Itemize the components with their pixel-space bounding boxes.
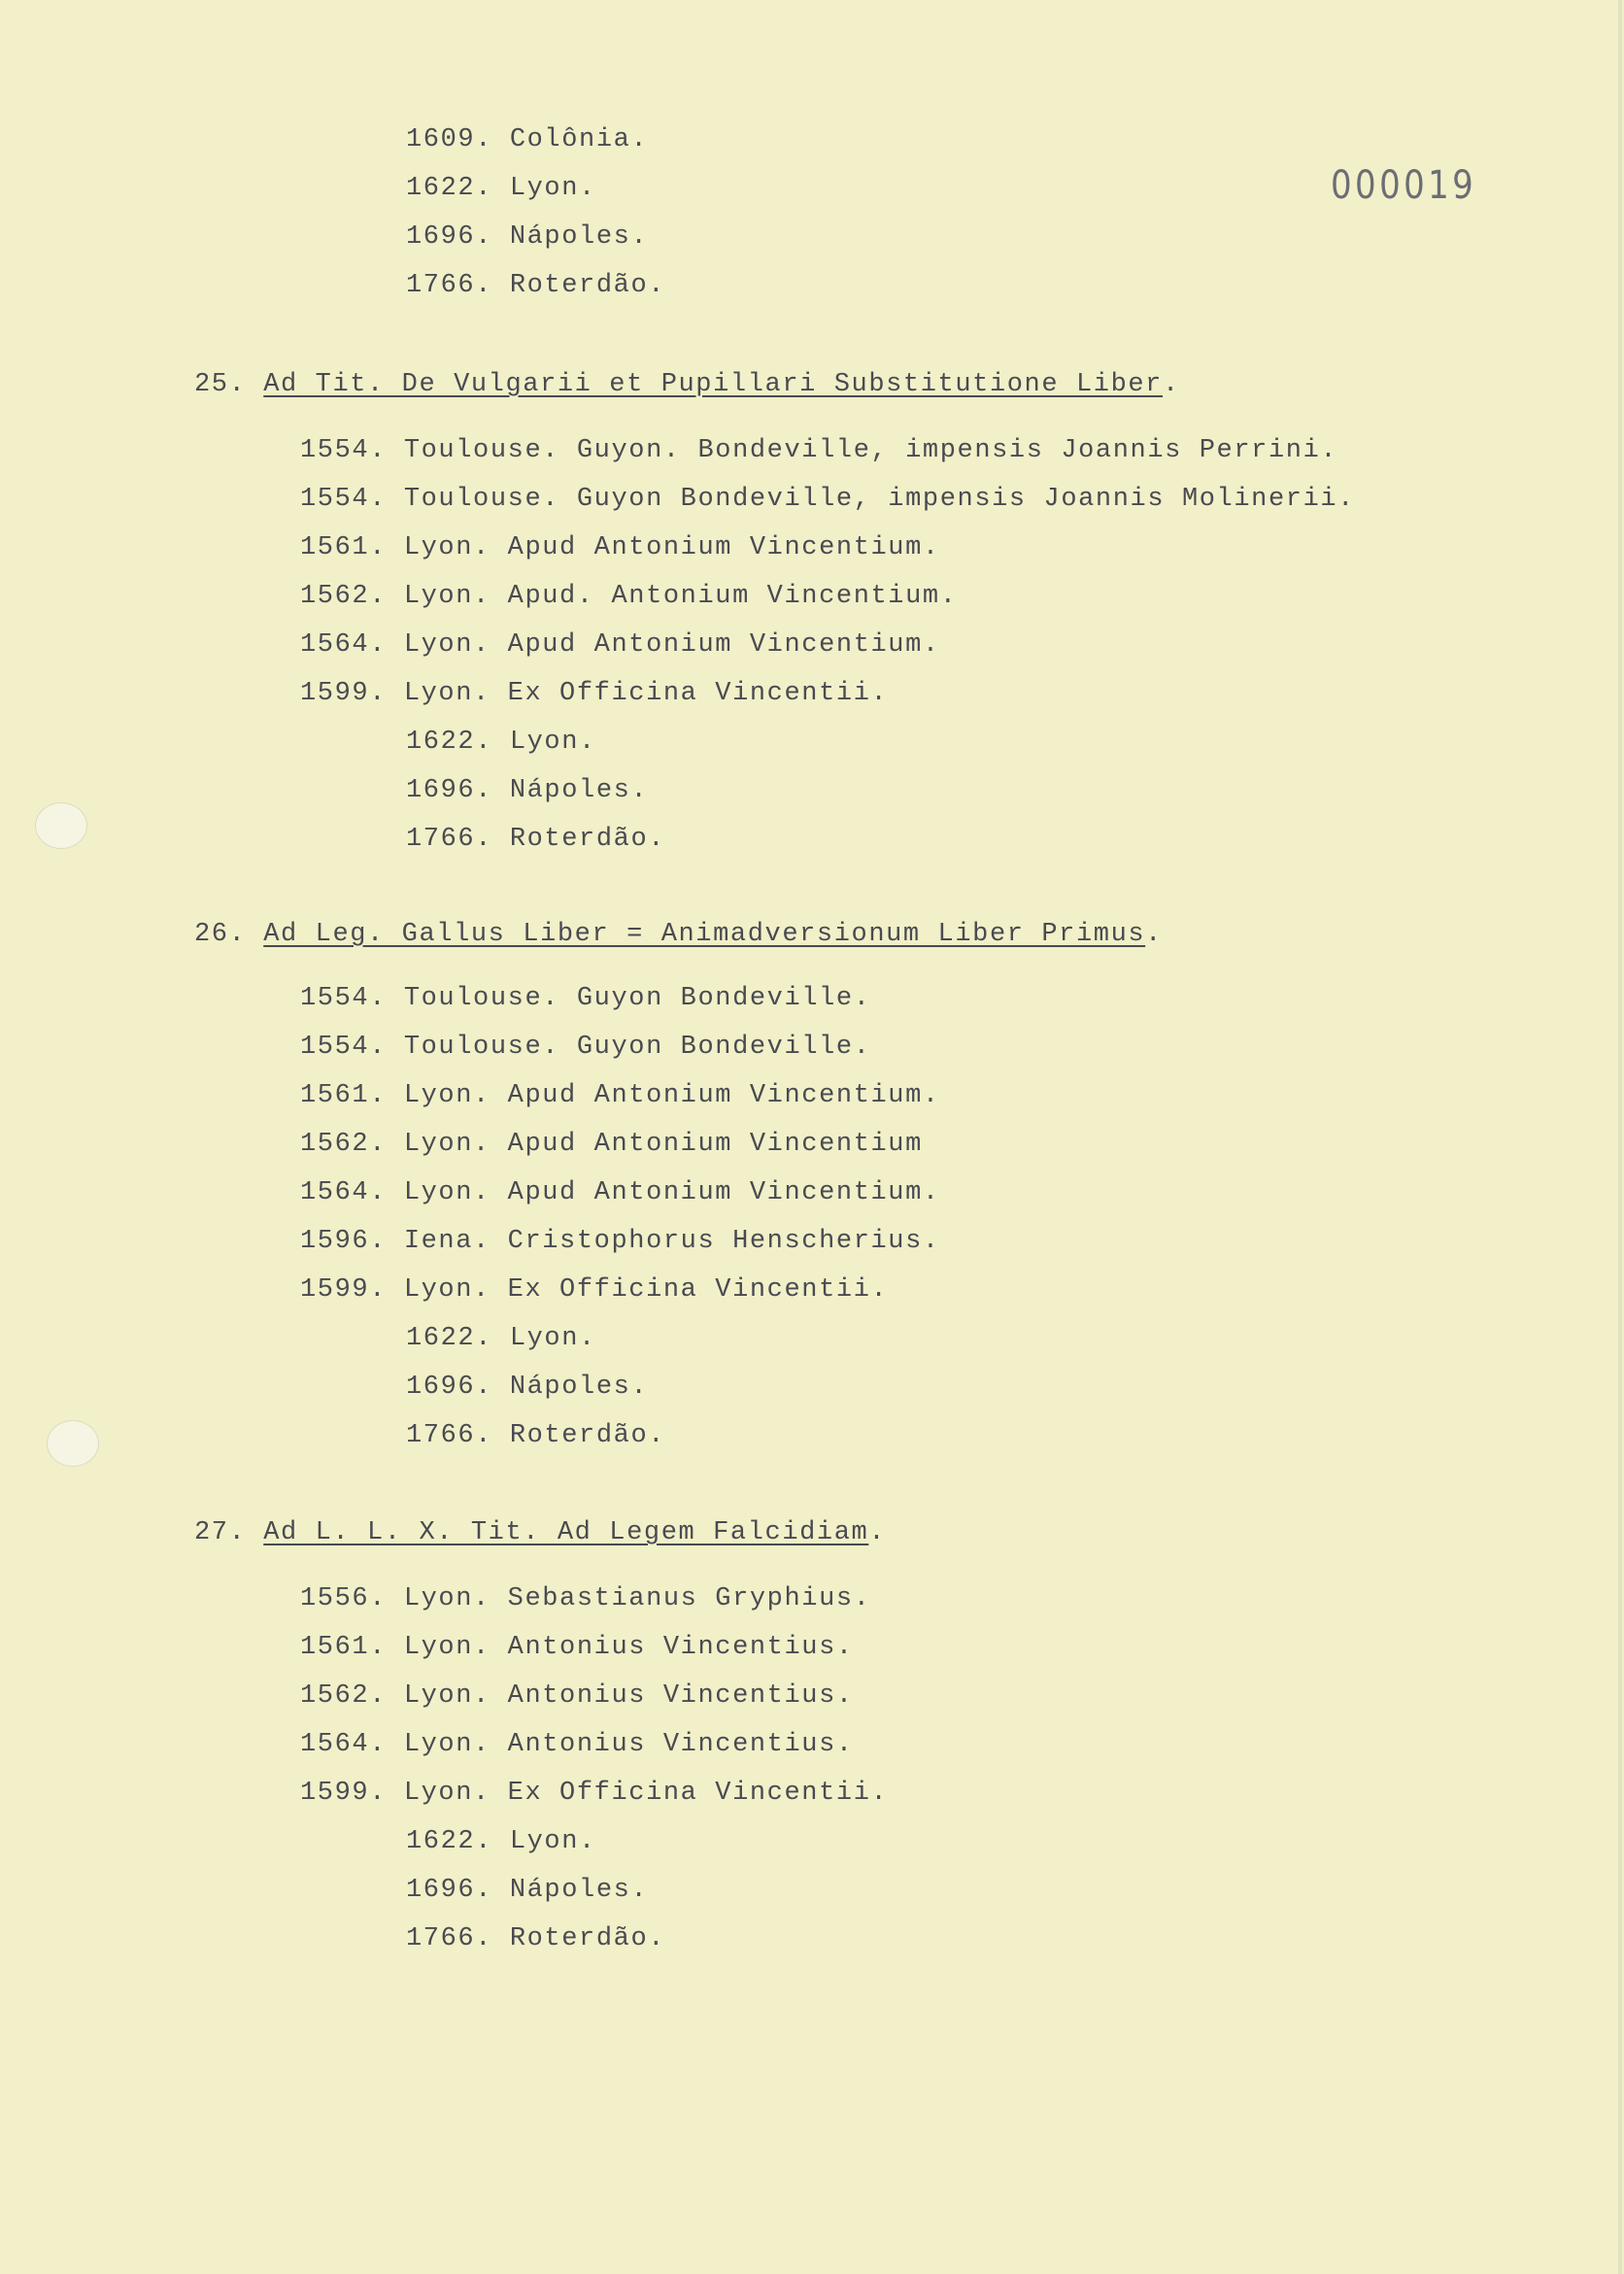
list-item: 1622. Lyon. [406, 1324, 596, 1353]
list-item: 1561. Lyon. Apud Antonium Vincentium. [300, 1081, 940, 1110]
section-number: 26. [194, 920, 247, 949]
list-item: 1562. Lyon. Antonius Vincentius. [300, 1681, 854, 1711]
document-number: 000019 [1331, 163, 1477, 208]
list-item: 1556. Lyon. Sebastianus Gryphius. [300, 1584, 871, 1613]
section-title: Ad Leg. Gallus Liber = Animadversionum Liber Primus [263, 920, 1146, 949]
list-item: 1554. Toulouse. Guyon Bondeville, impensis Joannis Molinerii. [300, 485, 1355, 514]
list-item: 1561. Lyon. Antonius Vincentius. [300, 1633, 854, 1662]
list-item: 1766. Roterdão. [406, 825, 666, 854]
section-heading: 26. Ad Leg. Gallus Liber = Animadversionum Liber Primus. [194, 920, 1163, 949]
list-item: 1564. Lyon. Apud Antonium Vincentium. [300, 1178, 940, 1207]
list-item: 1562. Lyon. Apud Antonium Vincentium [300, 1130, 923, 1159]
list-item: 1766. Roterdão. [406, 1421, 666, 1450]
section-title: Ad Tit. De Vulgarii et Pupillari Substitutione Liber [263, 370, 1163, 399]
list-item: 1554. Toulouse. Guyon. Bondeville, impensis Joannis Perrini. [300, 436, 1338, 465]
list-item: 1554. Toulouse. Guyon Bondeville. [300, 984, 871, 1013]
list-item: 1562. Lyon. Apud. Antonium Vincentium. [300, 582, 958, 611]
section-title: Ad L. L. X. Tit. Ad Legem Falcidiam [263, 1518, 869, 1547]
list-item: 1599. Lyon. Ex Officina Vincentii. [300, 1779, 889, 1808]
list-item: 1766. Roterdão. [406, 271, 666, 300]
list-item: 1622. Lyon. [406, 1827, 596, 1856]
list-item: 1609. Colônia. [406, 125, 649, 154]
list-item: 1596. Iena. Cristophorus Henscherius. [300, 1227, 940, 1256]
section-number: 27. [194, 1518, 247, 1547]
list-item: 1554. Toulouse. Guyon Bondeville. [300, 1033, 871, 1062]
list-item: 1696. Nápoles. [406, 776, 649, 805]
list-item: 1599. Lyon. Ex Officina Vincentii. [300, 679, 889, 708]
section-number: 25. [194, 370, 247, 399]
list-item: 1564. Lyon. Antonius Vincentius. [300, 1730, 854, 1759]
list-item: 1696. Nápoles. [406, 1876, 649, 1905]
section-heading: 27. Ad L. L. X. Tit. Ad Legem Falcidiam. [194, 1518, 887, 1547]
list-item: 1696. Nápoles. [406, 222, 649, 252]
punch-hole-top [35, 802, 87, 849]
list-item: 1696. Nápoles. [406, 1373, 649, 1402]
list-item: 1561. Lyon. Apud Antonium Vincentium. [300, 533, 940, 562]
list-item: 1622. Lyon. [406, 174, 596, 203]
section-heading: 25. Ad Tit. De Vulgarii et Pupillari Substitutione Liber. [194, 370, 1180, 399]
page-edge [1618, 0, 1622, 2274]
list-item: 1564. Lyon. Apud Antonium Vincentium. [300, 630, 940, 660]
list-item: 1766. Roterdão. [406, 1924, 666, 1953]
list-item: 1599. Lyon. Ex Officina Vincentii. [300, 1275, 889, 1305]
punch-hole-bottom [47, 1420, 99, 1467]
list-item: 1622. Lyon. [406, 728, 596, 757]
